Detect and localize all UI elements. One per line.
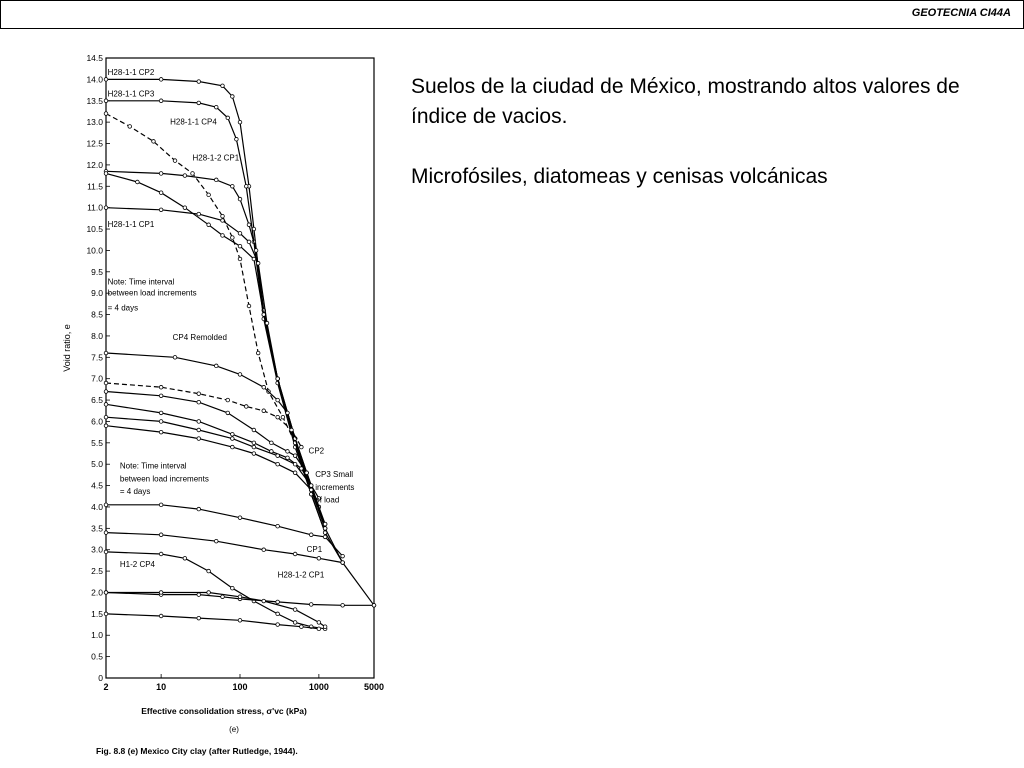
chart-series (104, 78, 376, 631)
data-point (159, 591, 163, 595)
data-point (276, 462, 280, 466)
data-point (159, 385, 163, 389)
data-point (197, 420, 201, 424)
data-point (323, 625, 327, 629)
data-point (226, 411, 230, 415)
data-point (323, 527, 327, 531)
data-point (323, 531, 327, 535)
data-point (104, 351, 108, 355)
figure-caption: Fig. 8.8 (e) Mexico City clay (after Rutledge, 1944). (96, 746, 298, 756)
data-point (309, 484, 313, 488)
data-point (159, 420, 163, 424)
data-point (159, 172, 163, 176)
data-point (159, 503, 163, 507)
x-tick-label: 10 (156, 682, 167, 692)
text-panel (411, 72, 1011, 222)
annotation-label: H28-1-1 CP3 (107, 89, 155, 99)
data-point (341, 554, 345, 558)
data-point (197, 593, 201, 597)
annotation-label: CP1 (306, 544, 323, 554)
data-point (104, 531, 108, 535)
data-point (293, 552, 297, 556)
panel-label: (e) (229, 725, 239, 734)
data-point (231, 236, 235, 240)
y-tick-label: 10.5 (86, 224, 103, 235)
y-tick-label: 4.0 (91, 501, 103, 512)
annotation-label: H28-1-2 CP1 (192, 153, 240, 163)
data-point (226, 398, 230, 402)
data-point (159, 191, 163, 195)
consolidation-chart (56, 48, 402, 760)
data-point (317, 556, 321, 560)
data-point (293, 608, 297, 612)
y-tick-label: 13.0 (86, 117, 103, 128)
y-tick-label: 5.5 (91, 437, 103, 448)
x-axis-label: Effective consolidation stress, σ'vc (kPa) (141, 706, 307, 716)
data-point (238, 197, 242, 201)
data-point (159, 394, 163, 398)
description-paragraph: Suelos de la ciudad de México, mostrando altos valores de índice de vacios. (411, 75, 960, 128)
data-point (214, 364, 218, 368)
y-tick-label: 3.5 (91, 523, 103, 534)
data-point (323, 535, 327, 539)
x-tick-label: 5000 (363, 682, 385, 692)
y-tick-label: 14.5 (86, 53, 103, 63)
y-tick-label: 8.5 (91, 309, 103, 320)
data-point (238, 373, 242, 377)
annotation-label: CP3 Small (315, 470, 354, 480)
data-point (104, 112, 108, 116)
data-point (226, 116, 230, 120)
data-point (159, 533, 163, 537)
data-point (128, 125, 132, 129)
data-point (276, 623, 280, 627)
data-point (207, 591, 211, 595)
data-point (286, 456, 290, 460)
chart-annotations (108, 68, 355, 579)
y-tick-label: 0 (98, 673, 103, 683)
data-point (276, 398, 280, 402)
data-point (290, 428, 294, 432)
data-point (238, 232, 242, 236)
data-point (286, 411, 290, 415)
data-point (341, 604, 345, 608)
y-tick-label: 7.0 (91, 373, 103, 384)
data-point (276, 454, 280, 458)
data-point (159, 99, 163, 103)
data-point (159, 614, 163, 618)
data-point (152, 140, 156, 144)
y-tick-label: 4.5 (91, 480, 103, 491)
data-point (244, 184, 248, 188)
x-tick-label: 1000 (308, 682, 329, 692)
annotation-label: between load increments (107, 288, 197, 298)
data-point (238, 120, 242, 124)
data-point (256, 351, 260, 355)
y-tick-label: 11.0 (87, 202, 103, 213)
data-point (214, 105, 218, 109)
data-point (231, 184, 235, 188)
data-point (238, 516, 242, 520)
data-point (293, 462, 297, 466)
y-tick-label: 12.0 (86, 159, 103, 170)
data-point (104, 424, 108, 428)
data-point (256, 261, 260, 265)
data-point (252, 441, 256, 445)
data-point (372, 604, 376, 608)
data-point (276, 377, 280, 381)
data-point (309, 603, 313, 607)
data-point (231, 95, 235, 99)
data-point (262, 385, 266, 389)
annotation-label: Note: Time interval (107, 277, 175, 287)
data-point (159, 78, 163, 82)
y-tick-label: 0.5 (91, 651, 103, 662)
data-point (262, 548, 266, 552)
data-point (341, 561, 345, 565)
y-tick-label: 10.0 (86, 245, 103, 256)
data-point (231, 445, 235, 449)
header-bar (0, 0, 1024, 29)
data-point (104, 390, 108, 394)
data-point (252, 445, 256, 449)
data-point (300, 445, 304, 449)
data-point (197, 437, 201, 441)
data-point (262, 409, 266, 413)
data-point (247, 223, 251, 227)
data-point (323, 522, 327, 526)
data-point (104, 99, 108, 103)
y-tick-label: 1.5 (91, 608, 103, 619)
annotation-label: Note: Time interval (119, 461, 187, 471)
y-tick-label: 6.5 (91, 395, 103, 406)
data-point (317, 621, 321, 625)
data-point (305, 471, 309, 475)
data-point (104, 172, 108, 176)
y-tick-label: 7.5 (91, 352, 103, 363)
annotation-label: increments (315, 482, 355, 492)
data-point (159, 552, 163, 556)
annotation-label: between load increments (119, 474, 209, 484)
data-point (183, 556, 187, 560)
data-point (159, 430, 163, 434)
data-point (183, 206, 187, 210)
y-tick-label: 14.0 (86, 74, 103, 85)
y-tick-label: 2.0 (91, 587, 103, 598)
data-point (104, 415, 108, 419)
plot-frame (106, 58, 374, 678)
y-tick-label: 12.5 (86, 138, 103, 149)
data-point (191, 172, 195, 176)
data-point (276, 524, 280, 528)
microfossils-paragraph: Microfósiles, diatomeas y cenisas volcánicas (411, 165, 828, 188)
data-point (238, 244, 242, 248)
data-point (104, 381, 108, 385)
y-tick-label: 11.5 (87, 181, 103, 192)
data-point (247, 304, 251, 308)
annotation-label: = 4 days (107, 303, 139, 313)
data-point (197, 80, 201, 84)
y-tick-label: 8.0 (91, 330, 103, 341)
data-point (252, 428, 256, 432)
data-point (286, 450, 290, 454)
data-point (214, 178, 218, 182)
data-point (231, 432, 235, 436)
data-point (221, 234, 225, 238)
data-point (197, 400, 201, 404)
annotation-label: of load (315, 495, 340, 505)
data-point (221, 214, 225, 218)
annotation-label: H28-1-1 CP1 (107, 219, 155, 229)
y-tick-label: 3.0 (91, 544, 103, 555)
data-point (197, 101, 201, 105)
data-point (293, 621, 297, 625)
data-point (136, 180, 140, 184)
data-point (104, 78, 108, 82)
data-point (183, 174, 187, 178)
data-point (207, 193, 211, 197)
annotation-label: H28-1-1 CP2 (107, 68, 155, 78)
annotation-label: H28-1-2 CP1 (277, 570, 325, 580)
data-point (214, 539, 218, 543)
y-tick-label: 9.0 (91, 288, 103, 299)
course-label: GEOTECNIA CI44A (911, 7, 1011, 19)
data-point (252, 257, 256, 261)
data-point (309, 488, 313, 492)
data-point (197, 392, 201, 396)
x-tick-label: 100 (232, 682, 248, 692)
data-point (197, 428, 201, 432)
annotation-label: H28-1-1 CP4 (170, 117, 217, 127)
data-point (276, 600, 280, 604)
data-point (197, 212, 201, 216)
data-point (231, 437, 235, 441)
data-point (309, 533, 313, 537)
x-tick-label: 2 (103, 682, 109, 692)
data-point (104, 591, 108, 595)
data-point (238, 257, 242, 261)
data-point (247, 240, 251, 244)
data-point (300, 625, 304, 629)
data-point (293, 454, 297, 458)
y-tick-label: 1.0 (91, 630, 103, 641)
y-axis-label: Void ratio, e (62, 324, 72, 372)
data-point (207, 569, 211, 573)
series-line (106, 383, 301, 447)
data-point (159, 411, 163, 415)
data-point (173, 356, 177, 360)
data-point (221, 219, 225, 223)
data-point (159, 208, 163, 212)
data-point (104, 503, 108, 507)
data-point (276, 612, 280, 616)
data-point (244, 405, 248, 409)
data-point (104, 206, 108, 210)
annotation-label: = 4 days (119, 487, 151, 497)
series-line (106, 614, 319, 629)
data-point (197, 507, 201, 511)
data-point (252, 452, 256, 456)
data-point (104, 612, 108, 616)
data-point (207, 223, 211, 227)
data-point (173, 159, 177, 163)
data-point (276, 415, 280, 419)
data-point (265, 321, 269, 325)
data-point (262, 599, 266, 603)
annotation-label: CP4 Remolded (172, 333, 227, 343)
y-tick-label: 9.5 (91, 266, 103, 277)
data-point (104, 550, 108, 554)
data-point (317, 627, 321, 631)
data-point (104, 403, 108, 407)
y-tick-label: 5.0 (91, 459, 103, 470)
data-point (238, 618, 242, 622)
data-point (221, 595, 225, 599)
data-point (281, 415, 285, 419)
y-tick-label: 6.0 (91, 416, 103, 427)
y-tick-label: 2.5 (91, 566, 103, 577)
data-point (293, 471, 297, 475)
data-point (238, 595, 242, 599)
data-point (221, 84, 225, 88)
annotation-label: CP2 (308, 446, 325, 456)
data-point (197, 616, 201, 620)
data-point (254, 249, 258, 253)
y-tick-label: 13.5 (86, 95, 103, 106)
data-point (231, 586, 235, 590)
data-point (270, 441, 274, 445)
annotation-label: H1-2 CP4 (119, 559, 156, 569)
data-point (235, 137, 239, 141)
data-point (300, 467, 304, 471)
